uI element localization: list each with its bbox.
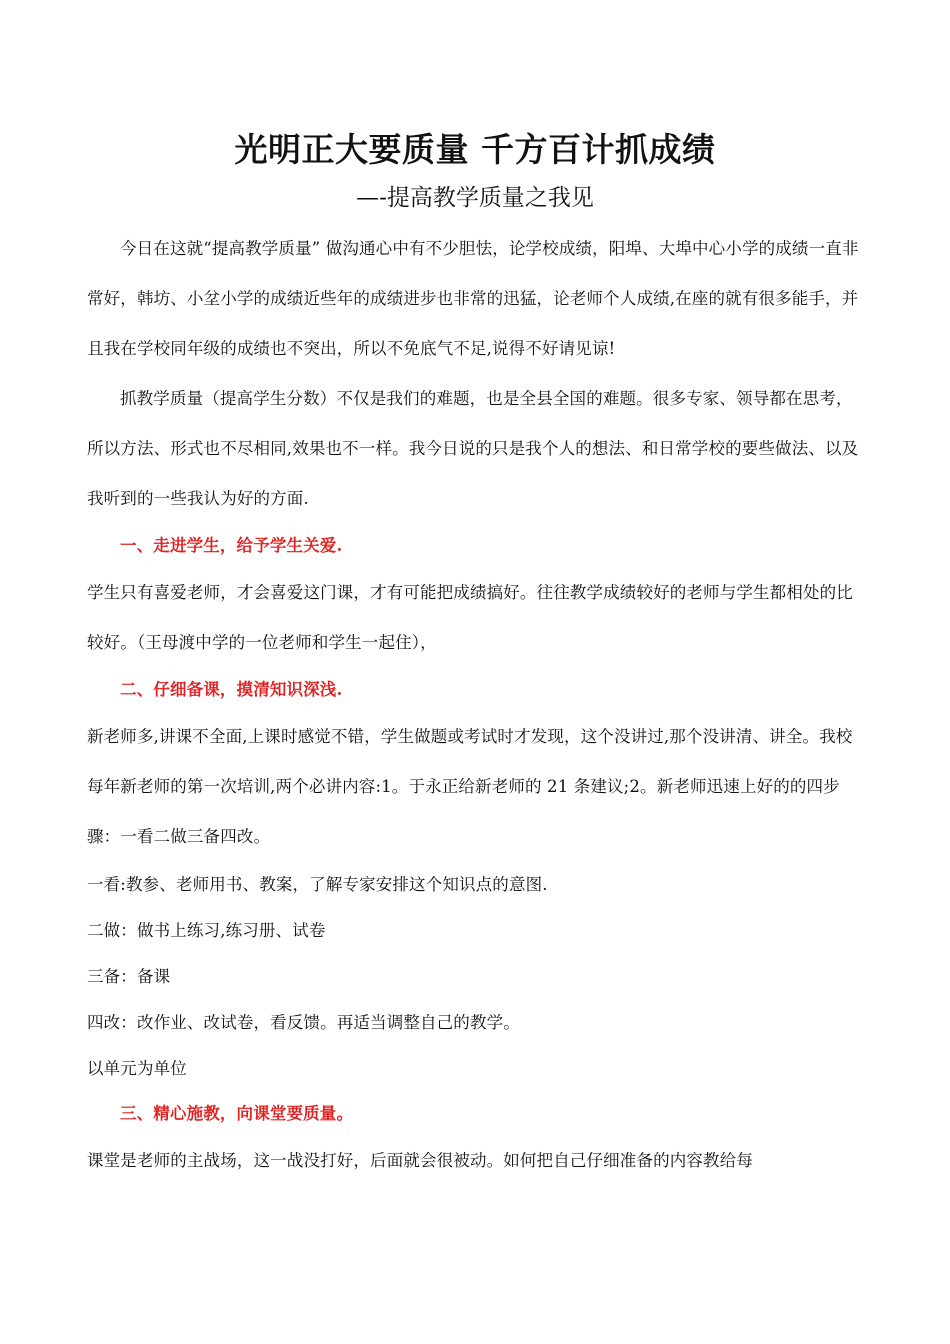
step-correct: 四改：改作业、改试卷，看反馈。再适当调整自己的教学。 bbox=[87, 1013, 520, 1032]
paragraph-section-2: 新老师多,讲课不全面,上课时感觉不错，学生做题或考试时才发现，这个没讲过,那个没讲清、讲全。我校每年新老师的第一次培训,两个必讲内容:1。于永正给新老师的 21 条建议;2。新老师迅速上好的的四步骤：一看二做三备四改。 bbox=[87, 727, 853, 846]
paragraph-section-3: 课堂是老师的主战场，这一战没打好，后面就会很被动。如何把自己仔细准备的内容教给每 bbox=[87, 1151, 753, 1170]
step-do: 二做：做书上练习,练习册、试卷 bbox=[87, 921, 326, 940]
document-title: 光明正大要质量 千方百计抓成绩 bbox=[234, 130, 716, 169]
section-heading-3: 三、精心施教，向课堂要质量。 bbox=[120, 1104, 354, 1123]
document-body bbox=[87, 224, 865, 1186]
step-look: 一看:教参、老师用书、教案，了解专家安排这个知识点的意图. bbox=[87, 875, 548, 894]
document-subtitle: —-提高教学质量之我见 bbox=[356, 185, 594, 211]
section-heading-2: 二、仔细备课，摸清知识深浅. bbox=[120, 680, 343, 699]
step-prepare: 三备：备课 bbox=[87, 967, 171, 986]
unit-note: 以单元为单位 bbox=[87, 1059, 187, 1078]
paragraph-section-1: 学生只有喜爱老师，才会喜爱这门课，才有可能把成绩搞好。往往教学成绩较好的老师与学生都相处的比较好。（王母渡中学的一位老师和学生一起住）， bbox=[87, 583, 853, 652]
section-heading-1: 一、走进学生，给予学生关爱. bbox=[120, 536, 343, 555]
paragraph-intro: 今日在这就“提高教学质量” 做沟通心中有不少胆怯，论学校成绩，阳埠、大埠中心小学的成绩一直非常好，韩坊、小坌小学的成绩近些年的成绩进步也非常的迅猛，论老师个人成绩,在座的就有很多能手，并且我在学校同年级的成绩也不突出，所以不免底气不足,说得不好请见谅! bbox=[87, 239, 859, 358]
paragraph-difficulty: 抓教学质量（提高学生分数）不仅是我们的难题，也是全县全国的难题。很多专家、领导都在思考，所以方法、形式也不尽相同,效果也不一样。我今日说的只是我个人的想法、和日常学校的要些做法、以及我听到的一些我认为好的方面. bbox=[87, 389, 859, 508]
